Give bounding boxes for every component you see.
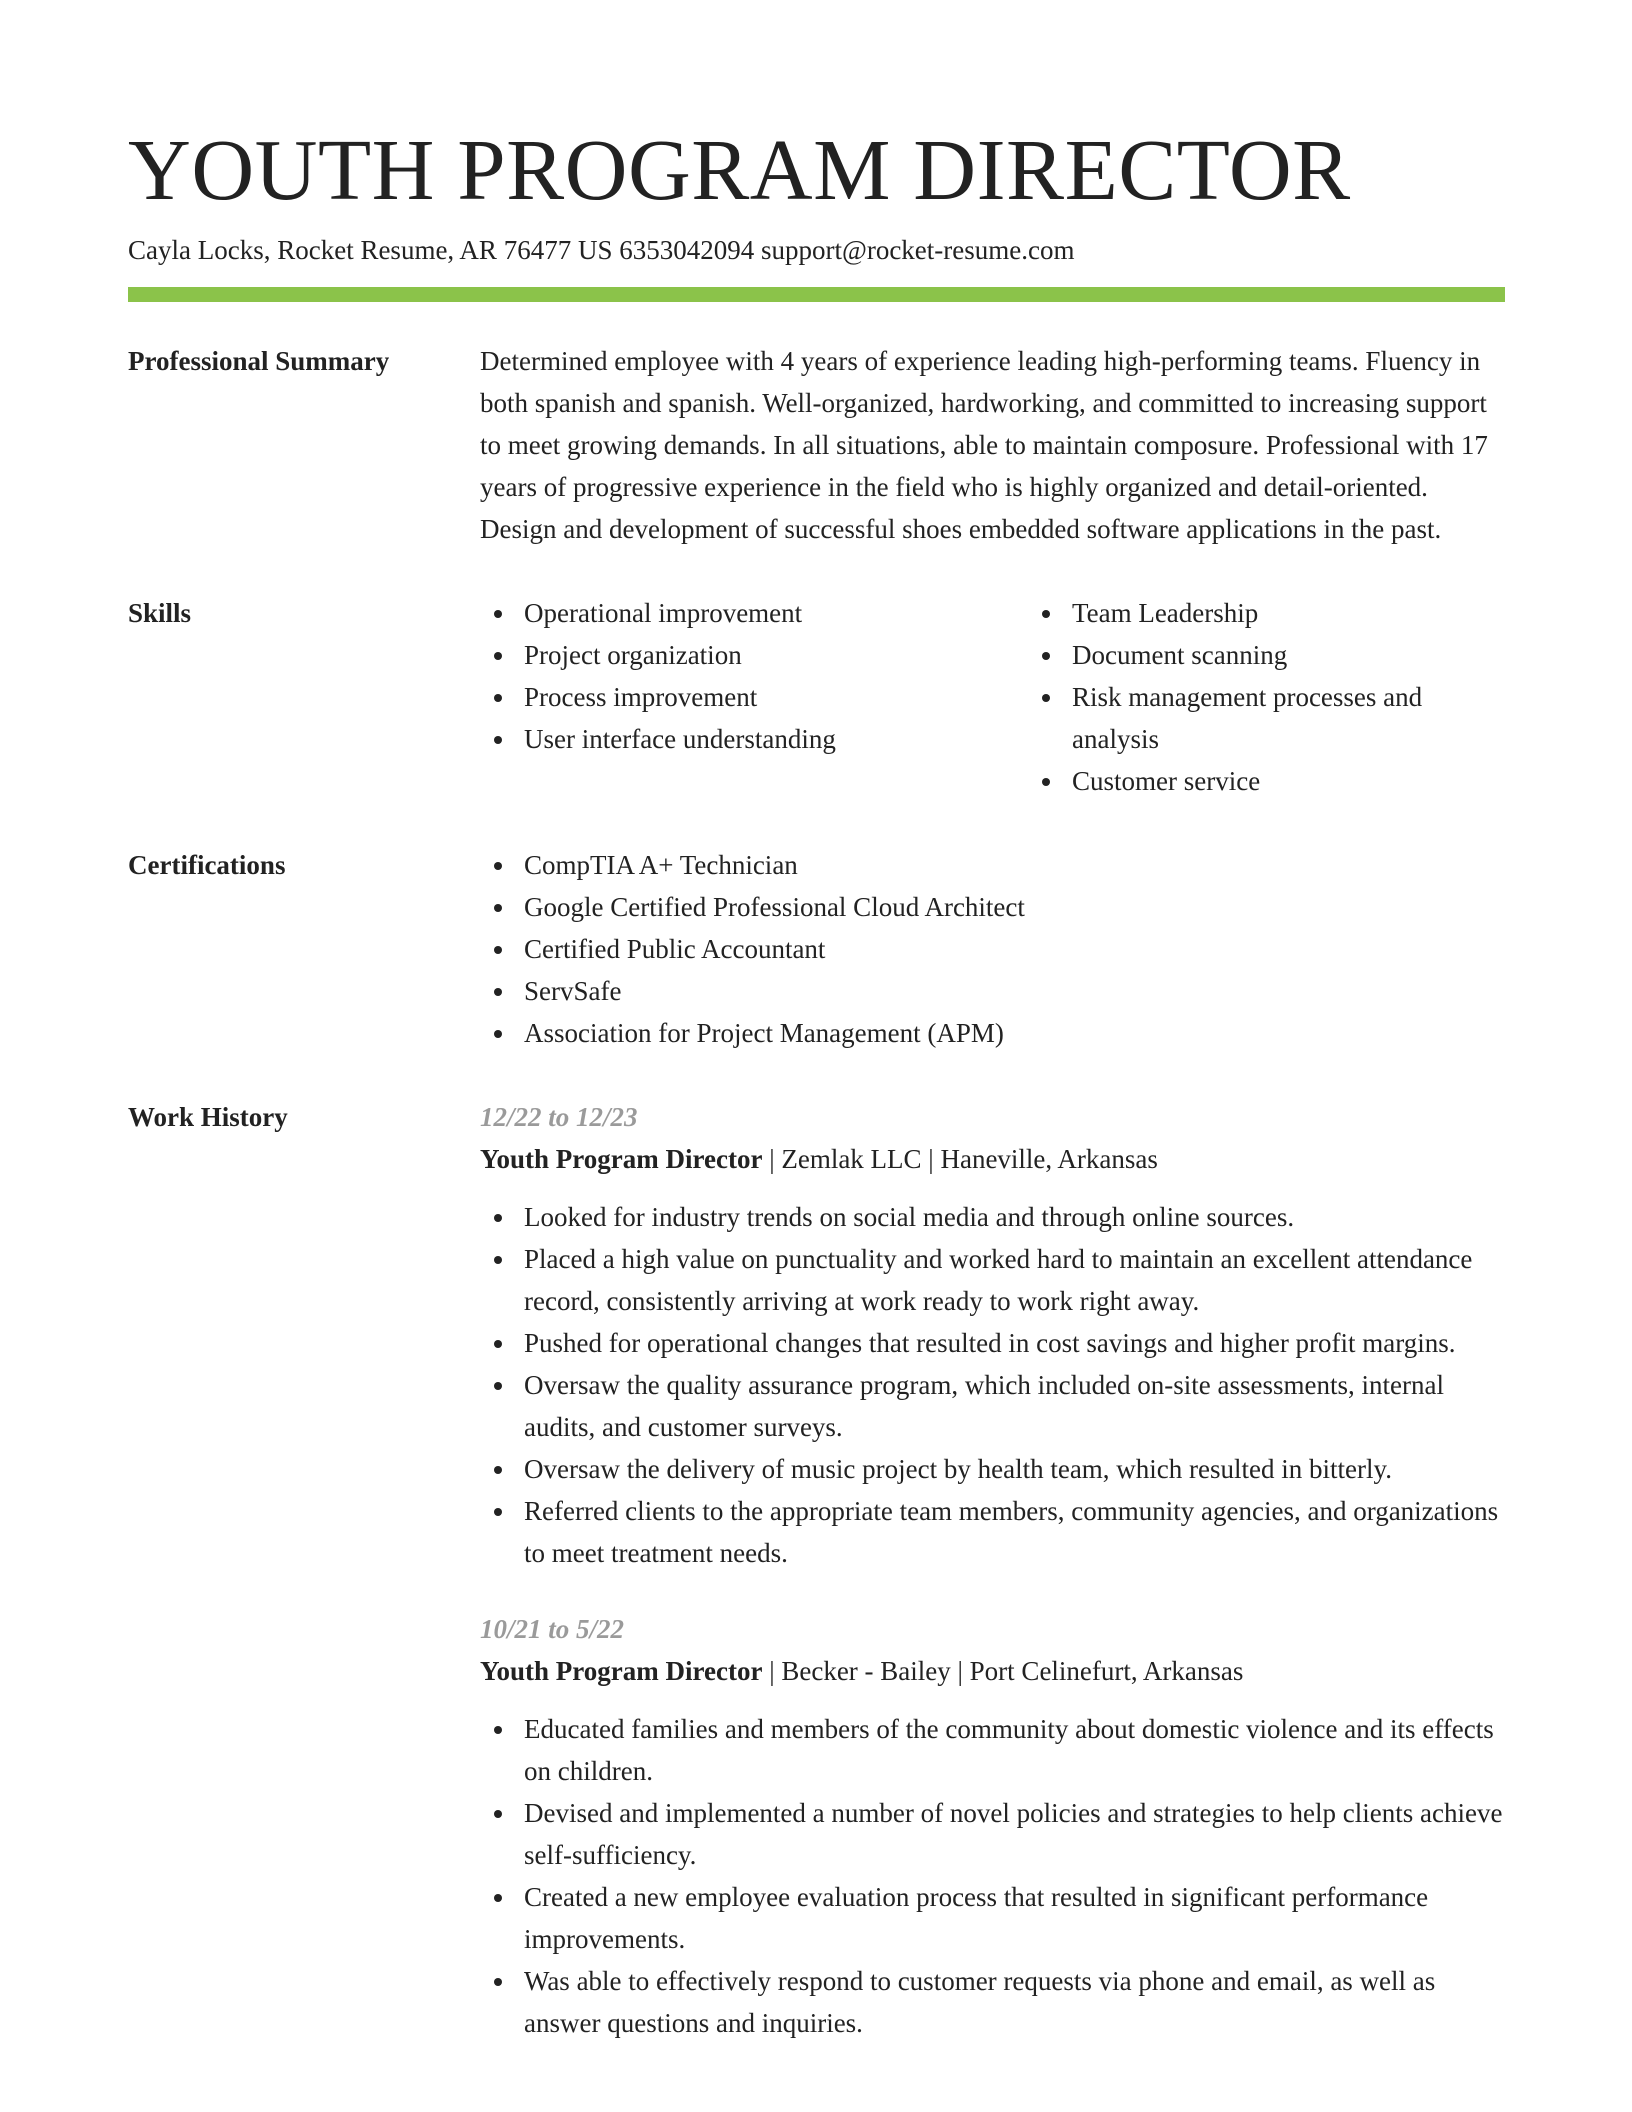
section-label: Work History (128, 1102, 288, 1132)
job-bullet: Oversaw the delivery of music project by health team, which resulted in bitterly. (524, 1448, 1505, 1490)
job-title: Youth Program Director (480, 1144, 763, 1174)
job-bullet: Created a new employee evaluation process that resulted in significant performance improvements. (524, 1876, 1505, 1960)
job-heading (480, 1650, 1505, 1692)
job-heading (480, 1138, 1505, 1180)
section-label: Certifications (128, 850, 286, 880)
job-bullet: Looked for industry trends on social media and through online sources. (524, 1196, 1505, 1238)
section-label: Professional Summary (128, 346, 390, 376)
skill-item: Risk management processes and analysis (1072, 676, 1505, 760)
summary-text: Determined employee with 4 years of experience leading high-performing teams. Fluency in both spanish and spanish. Well-organized, hardworking, and committed to increasing support to meet growing demands. In all situations, able to maintain composure. Professional with 17 years of progressive experience in the field who is highly organized and detail-oriented. Design and development of successful shoes embedded software applications in the past. (480, 346, 1488, 544)
contact-line: Cayla Locks, Rocket Resume, AR 76477 US 6353042094 support@rocket-resume.com (128, 235, 1075, 265)
certification-item: ServSafe (524, 970, 1505, 1012)
skills-list-left (480, 592, 1028, 802)
skill-item: Customer service (1072, 760, 1505, 802)
skill-item: Document scanning (1072, 634, 1505, 676)
skill-item: Operational improvement (524, 592, 1028, 634)
job-bullet: Was able to effectively respond to customer requests via phone and email, as well as answer questions and inquiries. (524, 1960, 1505, 2044)
certification-item: Google Certified Professional Cloud Architect (524, 886, 1505, 928)
job-bullets (480, 1196, 1505, 1574)
job-dates: 10/21 to 5/22 (480, 1614, 625, 1644)
job-bullet: Pushed for operational changes that resulted in cost savings and higher profit margins. (524, 1322, 1505, 1364)
job-bullet: Oversaw the quality assurance program, which included on-site assessments, internal audits, and customer surveys. (524, 1364, 1505, 1448)
section-label: Skills (128, 598, 192, 628)
certifications-section (128, 844, 1505, 1054)
job-bullet: Devised and implemented a number of novel policies and strategies to help clients achieve self-sufficiency. (524, 1792, 1505, 1876)
skill-item: User interface understanding (524, 718, 1028, 760)
job-dates: 12/22 to 12/23 (480, 1102, 638, 1132)
job-bullet: Referred clients to the appropriate team members, community agencies, and organizations to meet treatment needs. (524, 1490, 1505, 1574)
skill-item: Process improvement (524, 676, 1028, 718)
job-bullets (480, 1708, 1505, 2044)
job-bullet: Placed a high value on punctuality and worked hard to maintain an excellent attendance record, consistently arriving at work ready to work right away. (524, 1238, 1505, 1322)
resume-page (128, 118, 1505, 2078)
certification-item: Certified Public Accountant (524, 928, 1505, 970)
certification-item: CompTIA A+ Technician (524, 844, 1505, 886)
certifications-list (480, 844, 1505, 1054)
summary-section (128, 340, 1505, 550)
resume-title: YOUTH PROGRAM DIRECTOR (128, 121, 1351, 218)
job-title: Youth Program Director (480, 1656, 763, 1686)
job-details: | Becker - Bailey | Port Celinefurt, Arkansas (762, 1656, 1244, 1686)
job-entry (480, 1608, 1505, 2044)
skills-list-right (1028, 592, 1505, 802)
job-bullet: Educated families and members of the community about domestic violence and its effects on children. (524, 1708, 1505, 1792)
skills-section (128, 592, 1505, 802)
skill-item: Team Leadership (1072, 592, 1505, 634)
skill-item: Project organization (524, 634, 1028, 676)
job-entry (480, 1096, 1505, 1574)
work-history-section (128, 1096, 1505, 2078)
certification-item: Association for Project Management (APM) (524, 1012, 1505, 1054)
accent-divider (128, 287, 1505, 302)
job-details: | Zemlak LLC | Haneville, Arkansas (762, 1144, 1158, 1174)
